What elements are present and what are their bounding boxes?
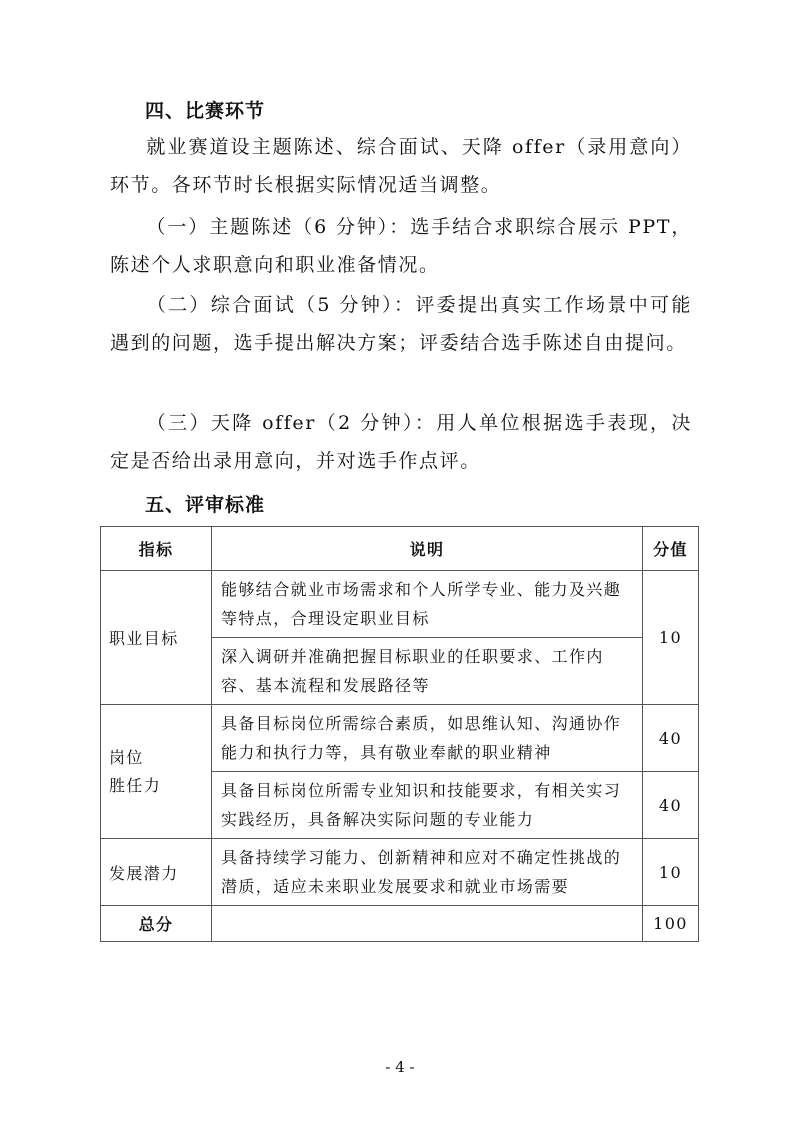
description-cell: 具备持续学习能力、创新精神和应对不确定性挑战的潜质，适应未来职业发展要求和就业市场需要 [212, 839, 643, 906]
table-row [101, 571, 699, 638]
score-cell: 40 [643, 705, 699, 772]
table-row [101, 839, 699, 906]
total-score: 100 [643, 906, 699, 942]
item-1-text: （一）主题陈述（6 分钟）：选手结合求职综合展示 PPT，陈述个人求职意向和职业准备情况。 [110, 216, 692, 276]
criteria-table [100, 526, 699, 942]
table-total-row [101, 906, 699, 942]
description-cell: 能够结合就业市场需求和个人所学专业、能力及兴趣等特点，合理设定职业目标 [212, 571, 643, 638]
section-5-heading: 五、评审标准 [145, 494, 266, 516]
item-2-text: （二）综合面试（5 分钟）：评委提出真实工作场景中可能遇到的问题，选手提出解决方案；评委结合选手陈述自由提问。 [110, 294, 692, 354]
description-cell: 深入调研并准确把握目标职业的任职要求、工作内容、基本流程和发展路径等 [212, 638, 643, 705]
description-cell: 具备目标岗位所需综合素质，如思维认知、沟通协作能力和执行力等，具有敬业奉献的职业精神 [212, 705, 643, 772]
total-empty-cell [212, 906, 643, 942]
description-cell: 具备目标岗位所需专业知识和技能要求，有相关实习实践经历，具备解决实际问题的专业能力 [212, 772, 643, 839]
section-4-heading: 四、比赛环节 [145, 100, 266, 122]
header-score: 分值 [643, 527, 699, 571]
item-1-paragraph [110, 208, 692, 284]
header-description: 说明 [212, 527, 643, 571]
total-label: 总分 [101, 906, 212, 942]
score-cell: 10 [643, 839, 699, 906]
item-3-text: （三）天降 offer（2 分钟）：用人单位根据选手表现，决定是否给出录用意向，并对选手作点评。 [110, 412, 692, 472]
indicator-career-goal: 职业目标 [101, 571, 212, 705]
table-row [101, 705, 699, 772]
indicator-job-competency [101, 705, 212, 839]
header-indicator: 指标 [101, 527, 212, 571]
indicator-line: 胜任力 [109, 775, 162, 795]
section-4-intro [110, 128, 692, 204]
indicator-growth-potential: 发展潜力 [101, 839, 212, 906]
item-2-paragraph [110, 286, 692, 362]
table-header-row [101, 527, 699, 571]
intro-text: 就业赛道设主题陈述、综合面试、天降 offer（录用意向）环节。各环节时长根据实际情况适当调整。 [110, 136, 692, 196]
score-cell: 10 [643, 571, 699, 705]
score-cell: 40 [643, 772, 699, 839]
item-3-paragraph [110, 404, 692, 480]
page-number: - 4 - [385, 1058, 415, 1076]
indicator-line: 岗位 [109, 747, 144, 767]
